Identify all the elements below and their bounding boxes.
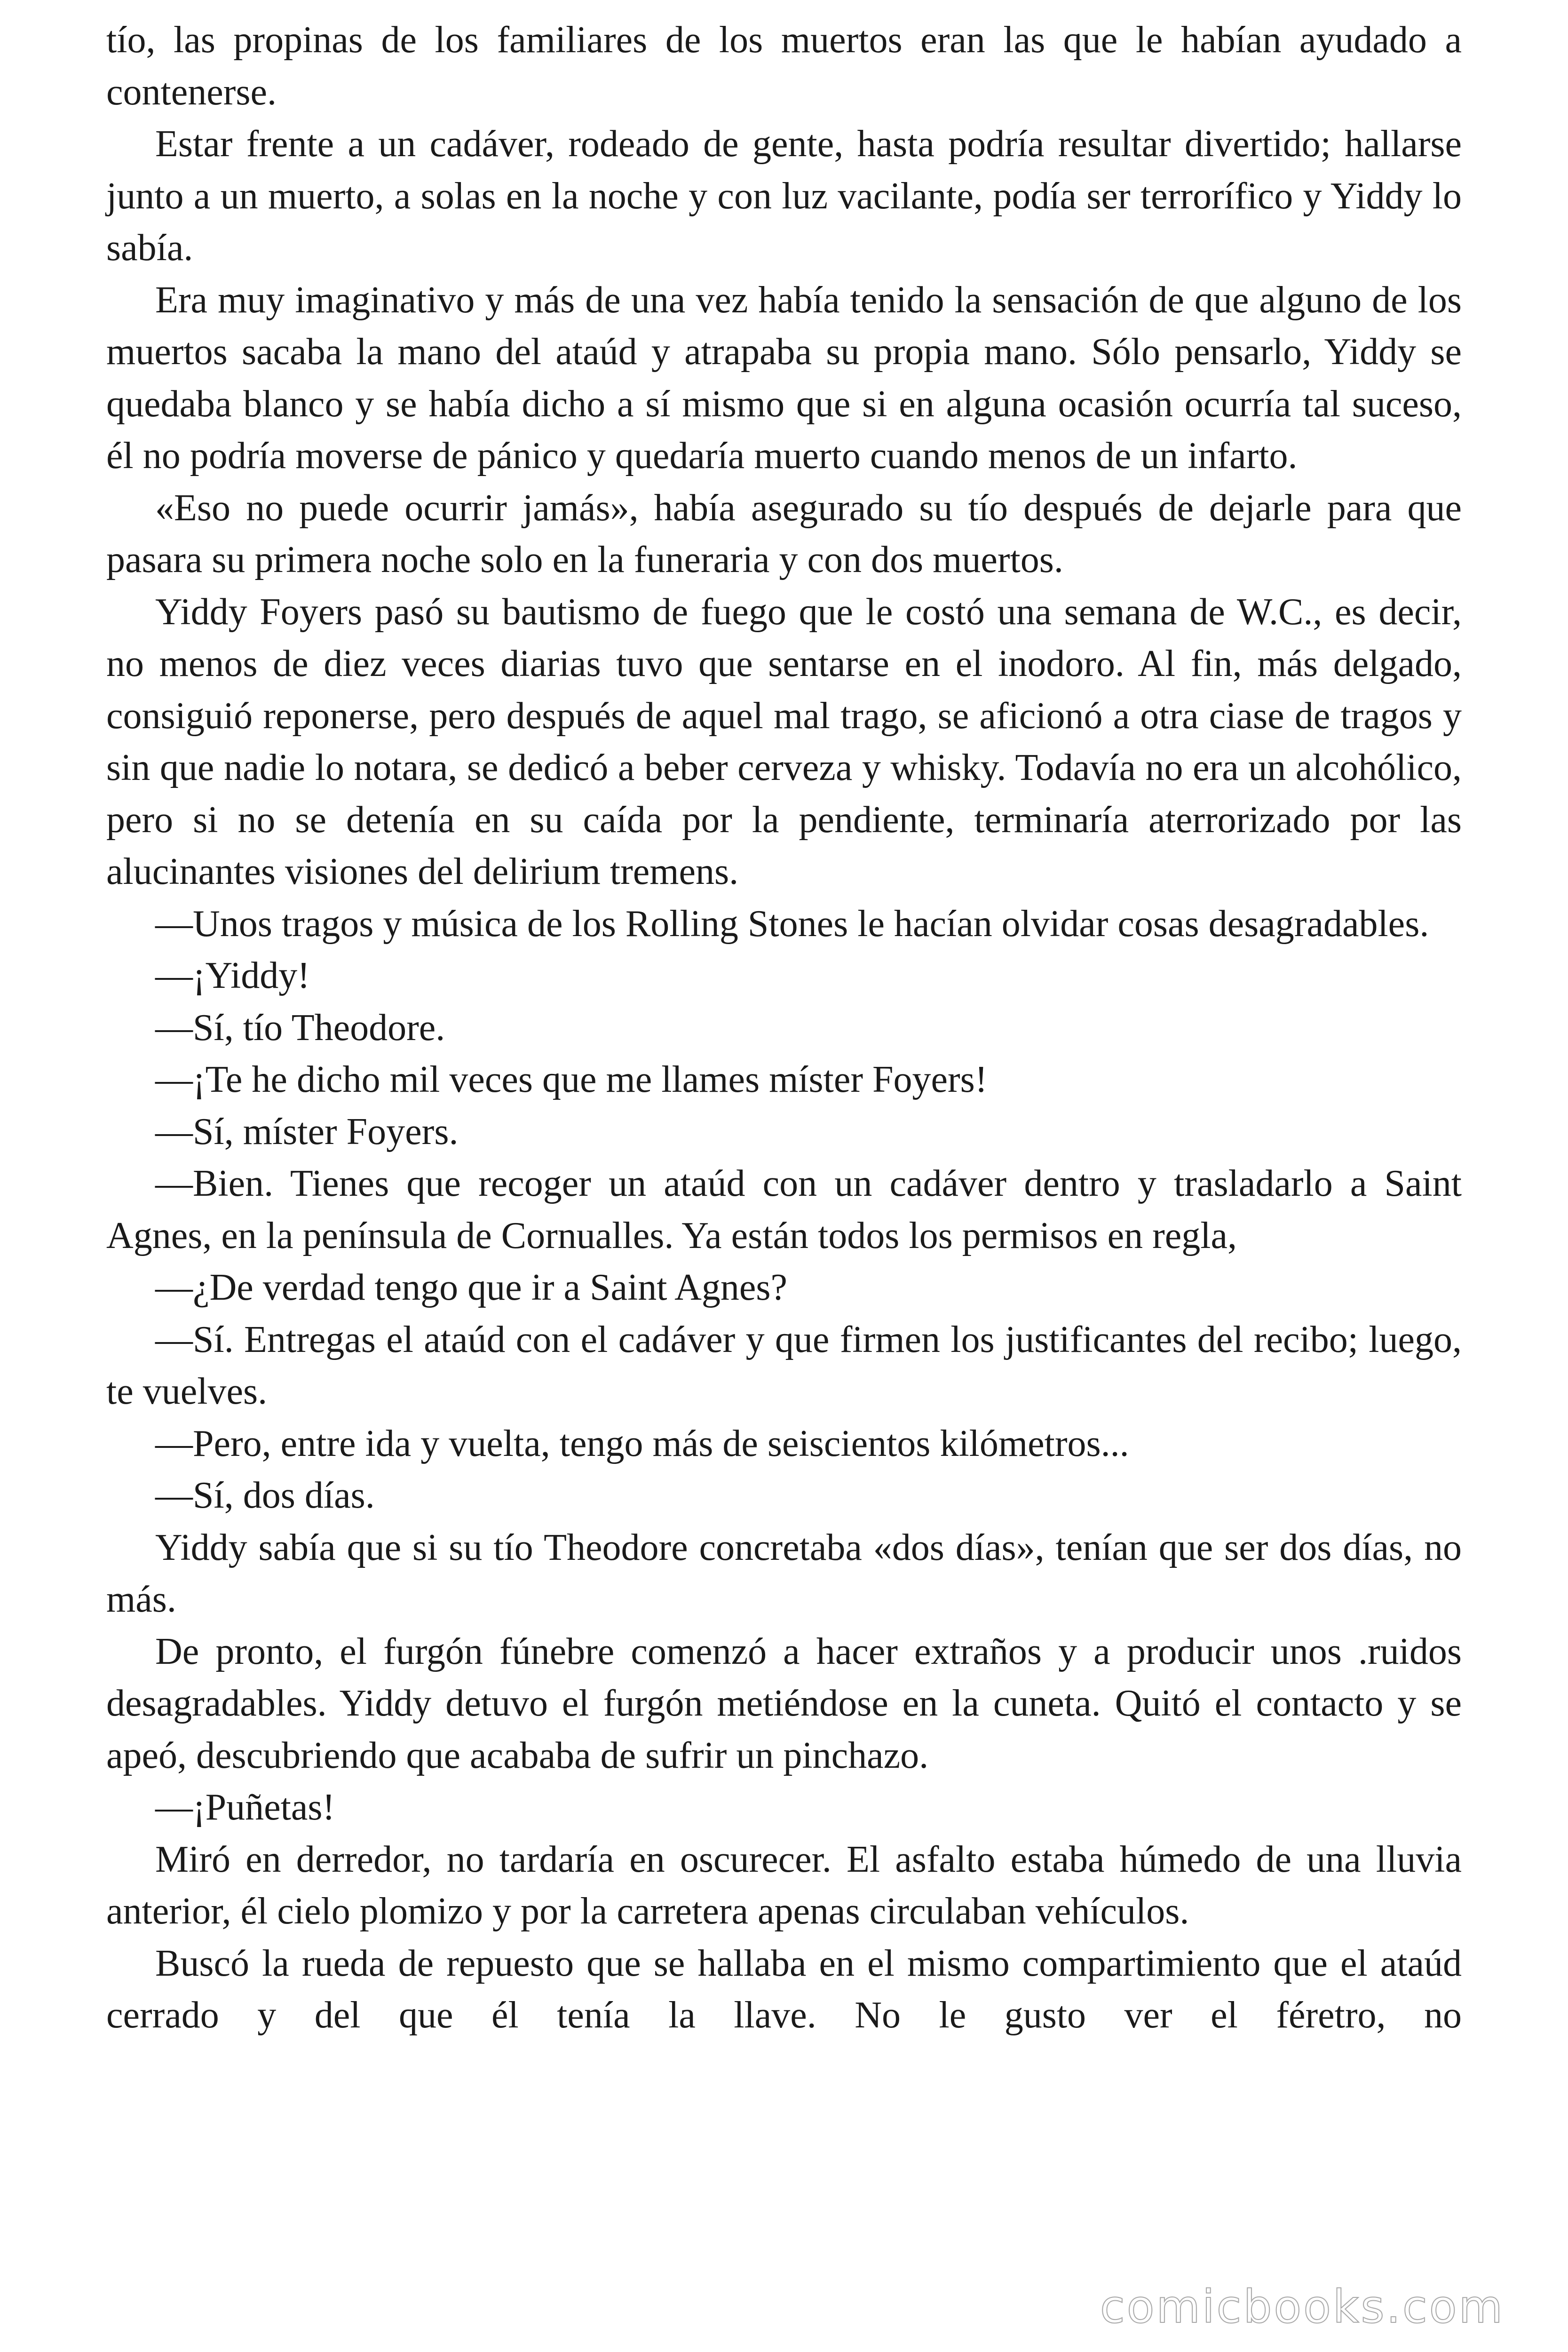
paragraph: Miró en derredor, no tardaría en oscurecer. El asfalto estaba húmedo de una lluvia anterior, él cielo plomizo y por la carretera apenas circulaban vehículos. — [106, 1838, 1462, 1932]
dialogue-line: —¡Puñetas! — [155, 1787, 335, 1828]
paragraph: Era muy imaginativo y más de una vez había tenido la sensación de que alguno de los muertos sacaba la mano del ataúd y atrapaba su propia mano. Sólo pensarlo, Yiddy se quedaba blanco y se había dicho a sí mismo que si en alguna ocasión ocurría tal suceso, él no podría moverse de pánico y quedaría muerto cuando menos de un infarto. — [106, 279, 1462, 477]
dialogue-line: —Sí, dos días. — [155, 1475, 375, 1516]
dialogue-line: —Sí, tío Theodore. — [155, 1007, 445, 1049]
paragraph: «Eso no puede ocurrir jamás», había asegurado su tío después de dejarle para que pasara su primera noche solo en la funeraria y con dos muertos. — [106, 487, 1462, 580]
watermark-logo: comicbooks.com — [1100, 2280, 1505, 2333]
paragraph: Estar frente a un cadáver, rodeado de gente, hasta podría resultar divertido; hallarse junto a un muerto, a solas en la noche y con luz vacilante, podía ser terrorífico y Yiddy lo sabía. — [106, 123, 1462, 269]
dialogue-line: —Pero, entre ida y vuelta, tengo más de seiscientos kilómetros... — [155, 1422, 1129, 1464]
dialogue-line: —¡Yiddy! — [155, 955, 310, 996]
paragraph: Yiddy Foyers pasó su bautismo de fuego que le costó una semana de W.C., es decir, no menos de diez veces diarias tuvo que sentarse en el inodoro. Al fin, más delgado, consiguió reponerse, pero después de aquel mal trago, se aficionó a otra ciase de tragos y sin que nadie lo notara, se dedicó a beber cerveza y whisky. Todavía no era un alcohólico, pero si no se detenía en su caída por la pendiente, terminaría aterrorizado por las alucinantes visiones del delirium tremens. — [106, 591, 1462, 892]
dialogue-line: —Bien. Tienes que recoger un ataúd con un cadáver dentro y trasladarlo a Saint Agnes, en la península de Cornualles. Ya están todos los permisos en regla, — [106, 1163, 1462, 1256]
paragraph: De pronto, el furgón fúnebre comenzó a hacer extraños y a producir unos .ruidos desagradables. Yiddy detuvo el furgón metiéndose en la cuneta. Quitó el contacto y se apeó, descubriendo que acababa de sufrir un pinchazo. — [106, 1630, 1462, 1776]
dialogue-line: —Sí. Entregas el ataúd con el cadáver y que firmen los justificantes del recibo; luego, te vuelves. — [106, 1319, 1462, 1412]
paragraph: tío, las propinas de los familiares de los muertos eran las que le habían ayudado a contenerse. — [106, 19, 1462, 113]
dialogue-line: —Sí, míster Foyers. — [155, 1111, 459, 1152]
dialogue-line: —Unos tragos y música de los Rolling Stones le hacían olvidar cosas desagradables. — [155, 903, 1429, 945]
dialogue-line: —¿De verdad tengo que ir a Saint Agnes? — [155, 1267, 788, 1308]
page-text — [106, 14, 1462, 2042]
paragraph: Yiddy sabía que si su tío Theodore concretaba «dos días», tenían que ser dos días, no más. — [106, 1526, 1462, 1620]
paragraph: Buscó la rueda de repuesto que se hallaba en el mismo compartimiento que el ataúd cerrado y del que él tenía la llave. No le gusto ver el féretro, no — [106, 1942, 1462, 2036]
dialogue-line: —¡Te he dicho mil veces que me llames míster Foyers! — [155, 1059, 988, 1100]
